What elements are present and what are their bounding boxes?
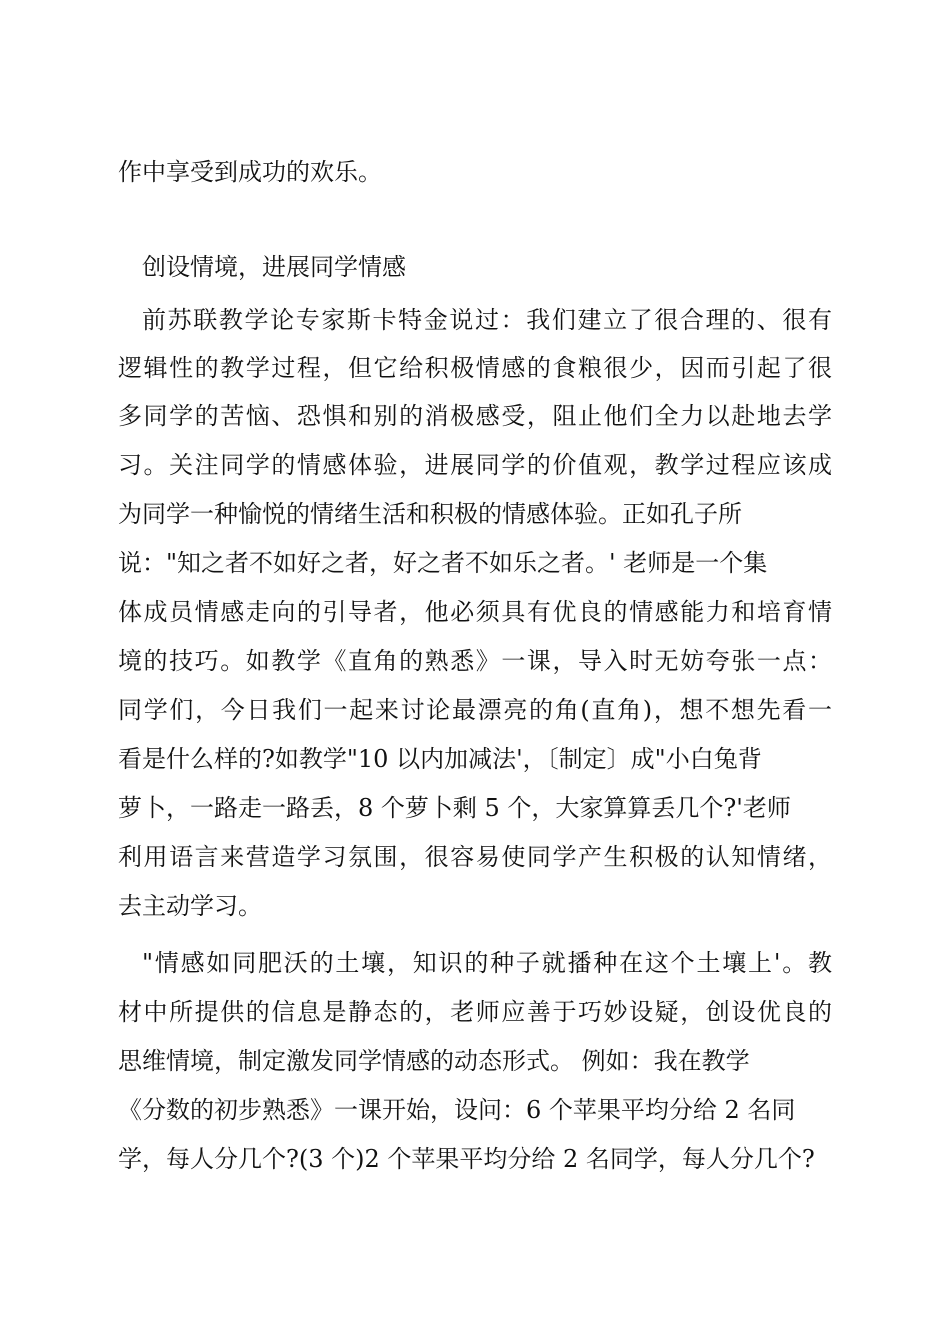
text-line-6: 习。关注同学的情感体验，进展同学的价值观，教学过程应该成 (118, 451, 832, 479)
text-line-11: 同学们，今日我们一起来讨论最漂亮的角(直角)，想不想先看一 (118, 696, 832, 724)
text-line-20: 学，每人分几个?(3 个)2 个苹果平均分给 2 名同学，每人分几个? (118, 1145, 815, 1173)
text-line-16: "情感如同肥沃的土壤，知识的种子就播种在这个土壤上'。教 (142, 949, 832, 977)
text-line-12: 看是什么样的?如教学"10 以内加减法'，〔制定〕成"小白兔背 (118, 745, 762, 773)
text-line-15: 去主动学习。 (118, 892, 262, 920)
section-heading: 创设情境，进展同学情感 (142, 253, 406, 281)
text-line-8: 说："知之者不如好之者，好之者不如乐之者。' 老师是一个集 (118, 549, 768, 577)
text-line-1: 作中享受到成功的欢乐。 (118, 158, 382, 186)
text-line-17: 材中所提供的信息是静态的，老师应善于巧妙设疑，创设优良的 (118, 998, 832, 1026)
text-line-9: 体成员情感走向的引导者，他必须具有优良的情感能力和培育情 (118, 598, 832, 626)
text-line-10: 境的技巧。如教学《直角的熟悉》一课，导入时无妨夸张一点： (118, 647, 832, 675)
text-line-3: 前苏联教学论专家斯卡特金说过：我们建立了很合理的、很有 (142, 306, 832, 334)
text-line-14: 利用语言来营造学习氛围，很容易使同学产生积极的认知情绪， (118, 843, 832, 871)
text-line-4: 逻辑性的教学过程，但它给积极情感的食粮很少，因而引起了很 (118, 354, 832, 382)
text-line-13: 萝卜，一路走一路丢，8 个萝卜剩 5 个，大家算算丢几个?'老师 (118, 794, 791, 822)
text-line-7: 为同学一种愉悦的情绪生活和积极的情感体验。正如孔子所 (118, 500, 742, 528)
text-line-19: 《分数的初步熟悉》一课开始，设问：6 个苹果平均分给 2 名同 (118, 1096, 796, 1124)
text-line-5: 多同学的苦恼、恐惧和别的消极感受，阻止他们全力以赴地去学 (118, 402, 832, 430)
text-line-18: 思维情境，制定激发同学情感的动态形式。 例如：我在教学 (118, 1047, 750, 1075)
